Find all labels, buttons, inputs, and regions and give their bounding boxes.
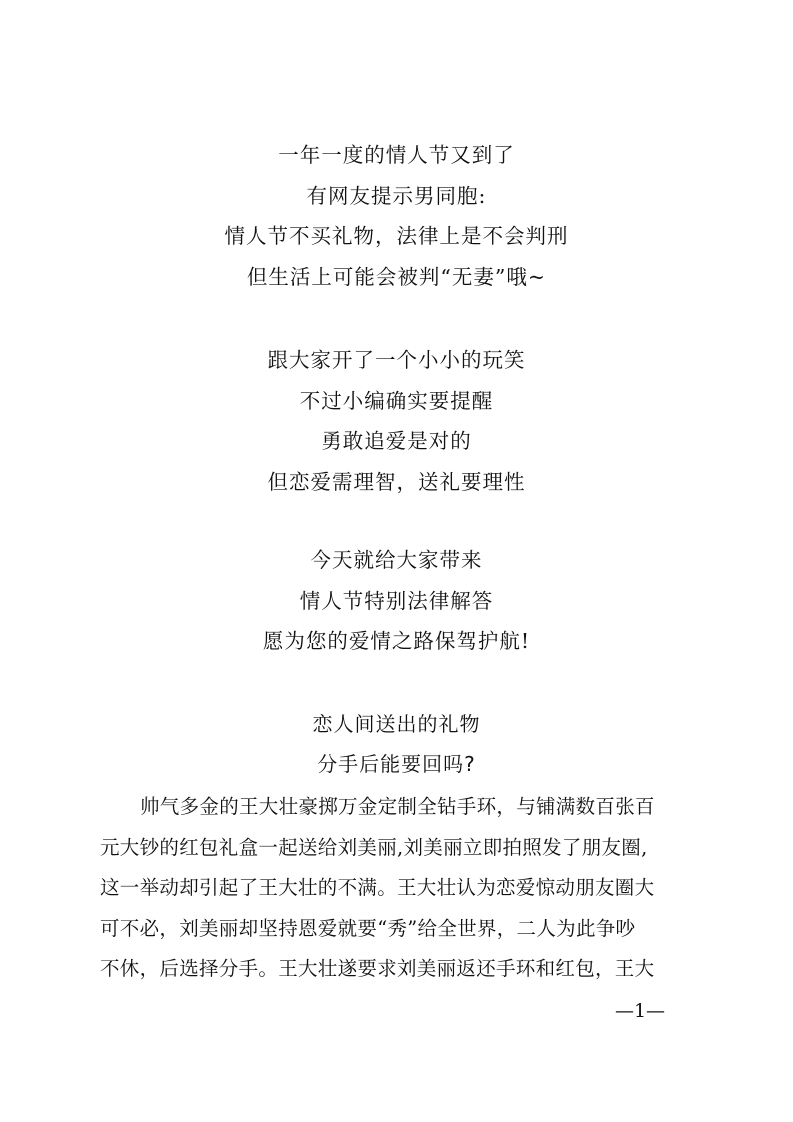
- announcement-line: 今天就给大家带来: [310, 548, 483, 572]
- intro-line: 有网友提示男同胞:: [306, 183, 487, 208]
- reminder-stanza: [0, 340, 793, 502]
- paragraph-line: 不休，后选择分手。王大壮遂要求刘美丽返还手环和红包，王大: [100, 957, 655, 980]
- intro-line: 但生活上可能会被判“无妻”哦~: [246, 264, 547, 289]
- announcement-stanza: [0, 540, 793, 662]
- announcement-line: 愿为您的爱情之路保驾护航!: [262, 629, 531, 653]
- intro-line: 一年一度的情人节又到了: [278, 143, 515, 167]
- reminder-line: 跟大家开了一个小小的玩笑: [267, 348, 526, 372]
- paragraph-line: 帅气多金的王大壮豪掷万金定制全钻手环，与铺满数百张百: [140, 795, 655, 818]
- paragraph-line: 可不必，刘美丽却坚持恩爱就要“秀”给全世界，二人为此争吵: [100, 916, 636, 940]
- page-number: —1—: [614, 1000, 666, 1022]
- reminder-line: 勇敢追爱是对的: [321, 429, 472, 453]
- paragraph-line: 元大钞的红包礼盒一起送给刘美丽,刘美丽立即拍照发了朋友圈,: [100, 835, 648, 859]
- paragraph-line: 这一举动却引起了王大壮的不满。王大壮认为恋爱惊动朋友圈大: [100, 876, 655, 899]
- section-title-line-1: 恋人间送出的礼物: [312, 712, 481, 736]
- reminder-line: 但恋爱需理智，送礼要理性: [267, 469, 526, 494]
- reminder-line: 不过小编确实要提醒: [299, 388, 494, 413]
- intro-line: 情人节不买礼物，法律上是不会判刑: [224, 224, 569, 248]
- section-title-line-2: 分手后能要回吗?: [317, 752, 476, 776]
- intro-stanza: [0, 135, 793, 297]
- announcement-line: 情人节特别法律解答: [299, 588, 494, 613]
- body-paragraph: [100, 787, 695, 990]
